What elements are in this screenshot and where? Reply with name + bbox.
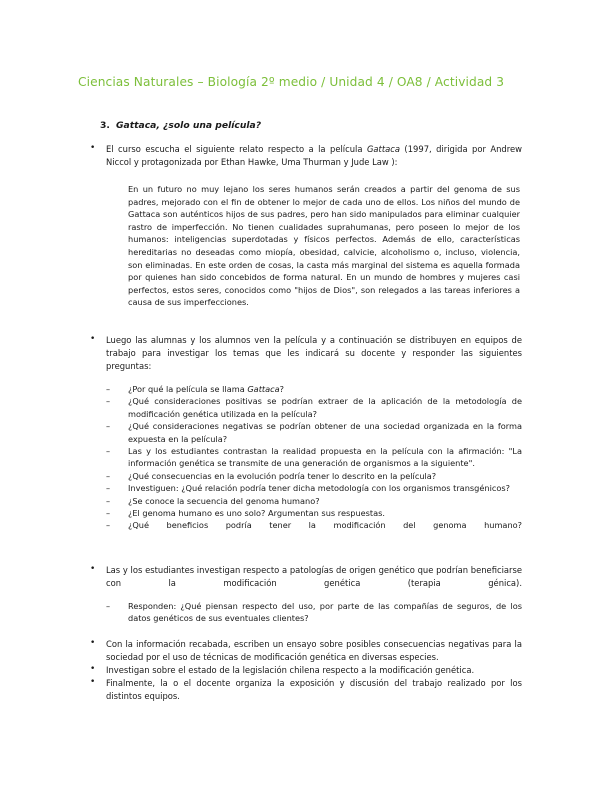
list-item	[106, 470, 522, 482]
list-item	[106, 445, 522, 470]
intro-text-c: (1997, dirigida por Andrew Niccol y protagonizada por Ethan Hawke, Uma Thurman y Jude Law ):	[106, 144, 522, 167]
teams-paragraph: Luego las alumnas y los alumnos ven la película y a continuación se distribuyen en equipos de trabajo para investigar los temas que les indicará su docente y responder las siguientes preguntas:	[106, 335, 522, 371]
question-text-end: ?	[279, 384, 285, 394]
question-text: Responden: ¿Qué piensan respecto del uso, por parte de las compañías de seguros, de los datos genéticos de sus eventuales clientes?	[128, 601, 522, 624]
legislation-paragraph: Investigan sobre el estado de la legislación chilena respecto a la modificación genética.	[106, 665, 475, 675]
question-text: ¿Qué consecuencias en la evolución podría tener lo descrito en la película?	[128, 470, 437, 481]
list-item	[106, 395, 522, 420]
list-item	[106, 600, 522, 625]
dash-marker: –	[106, 508, 111, 519]
question-film-title: Gattaca	[247, 384, 280, 394]
bullet-marker: •	[90, 334, 96, 344]
dash-marker: –	[106, 520, 111, 531]
section-title	[100, 120, 261, 131]
intro-paragraph	[106, 143, 522, 169]
question-text: Las y los estudiantes contrastan la realidad propuesta en la película con la afirmación: "La información genética se transmite de una generación de organismos a la siguiente".	[128, 446, 522, 469]
list-item	[106, 495, 522, 507]
bullet-marker: •	[90, 677, 96, 687]
insurance-question-list	[106, 600, 522, 625]
intro-text-a: El curso escucha el siguiente relato respecto a la película	[106, 144, 367, 154]
question-text: ¿Qué consideraciones negativas se podrían obtener de una sociedad organizada en la forma expuesta en la película?	[128, 421, 522, 444]
bullet-marker: •	[90, 638, 96, 648]
dash-marker: –	[106, 601, 111, 611]
dash-marker: –	[106, 384, 111, 394]
dash-marker: –	[106, 396, 111, 407]
bullet-marker: •	[90, 564, 96, 574]
list-item	[106, 420, 522, 445]
list-item	[106, 383, 522, 395]
dash-marker: –	[106, 495, 111, 506]
intro-film-title: Gattaca	[366, 144, 400, 154]
dash-marker: –	[106, 483, 111, 494]
bullet-marker: •	[90, 143, 96, 153]
dash-marker: –	[106, 470, 111, 481]
genetic-pathologies-paragraph: Las y los estudiantes investigan respecto a patologías de origen genético que podrían beneficiarse con la modificación genética (terapia génica).	[106, 565, 522, 588]
question-text: Investiguen: ¿Qué relación podría tener dicha metodología con los organismos transgénicos?	[128, 483, 510, 494]
question-text: ¿Qué consideraciones positivas se podrían extraer de la aplicación de la metodología de modificación genética utilizada en la película?	[128, 396, 522, 419]
list-item	[106, 507, 522, 519]
essay-paragraph: Con la información recabada, escriben un ensayo sobre posibles consecuencias negativas para la sociedad por el uso de técnicas de modificación genética en diversas especies.	[106, 639, 522, 662]
dash-marker: –	[106, 446, 111, 457]
question-text: ¿Se conoce la secuencia del genoma humano?	[128, 495, 320, 506]
list-item	[106, 519, 522, 531]
question-text: ¿El genoma humano es uno solo? Argumentan sus respuestas.	[128, 508, 386, 519]
page-header: Ciencias Naturales – Biología 2º medio / Unidad 4 / OA8 / Actividad 3	[78, 75, 505, 89]
section-number: 3.	[100, 120, 110, 131]
closing-paragraph: Finalmente, la o el docente organiza la exposición y discusión del trabajo realizado por los distintos equipos.	[106, 678, 522, 701]
dash-marker: –	[106, 421, 111, 432]
section-title-text: Gattaca, ¿solo una película?	[116, 120, 262, 131]
list-item	[106, 482, 522, 494]
film-synopsis-quote: En un futuro no muy lejano los seres humanos serán creados a partir del genoma de sus padres, mejorado con el fin de obtener lo mejor de cada uno de ellos. Los niños del mundo de Gattaca son auténticos hijos de sus padres, pero han sido manipulados para eliminar cualquier rastro de imperfección. No tienen cualidades suprahumanas, pero poseen lo mejor de los humanos: inteligencias superdotadas y físicos perfectos. Además de ello, características hereditarias no deseadas como miopía, obesidad, calvicie, alcoholismo o, incluso, violencia, son eliminadas. En este orden de cosas, la casta más marginal del sistema es aquella formada por quienes han sido concebidos de forma natural. En un mundo de hombres y mujeres casi perfectos, estos seres, conocidos como "hijos de Dios", son relegados a las tareas inferiores a causa de sus imperfecciones.	[128, 184, 520, 308]
bullet-marker: •	[90, 664, 96, 674]
question-text: ¿Por qué la película se llama	[128, 384, 248, 394]
question-text: ¿Qué beneficios podría tener la modificación del genoma humano?	[128, 520, 522, 531]
questions-list	[106, 383, 522, 532]
